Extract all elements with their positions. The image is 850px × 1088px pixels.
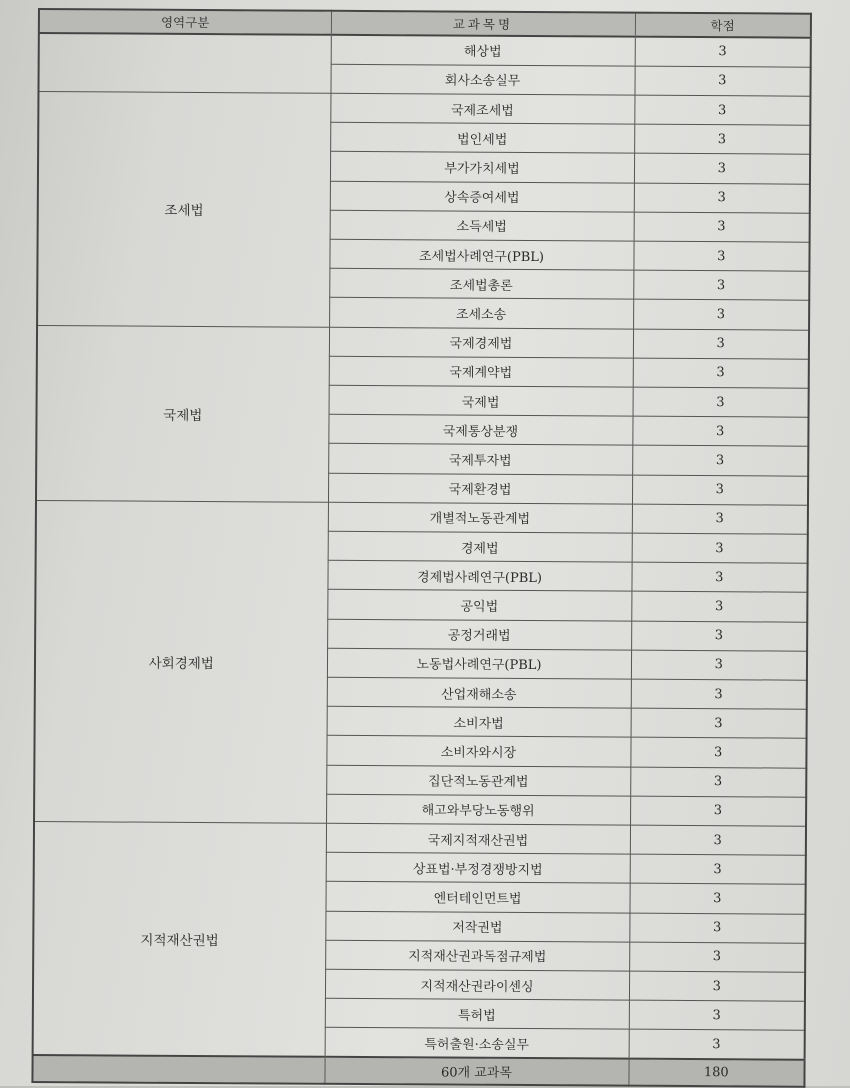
course-name-cell: 조세법사례연구(PBL) [329,239,633,270]
credit-cell: 3 [634,124,810,154]
credit-cell: 3 [634,153,810,183]
course-name-cell: 회사소송실무 [330,64,634,95]
course-name-cell: 소비자법 [327,706,631,737]
course-name-cell: 집단적노동관계법 [326,765,630,796]
credit-cell: 3 [629,884,805,914]
credit-cell: 3 [632,533,808,563]
course-name-cell: 경제법사례연구(PBL) [327,560,631,591]
credit-cell: 3 [633,299,809,329]
course-name-cell: 부가가치세법 [330,152,634,183]
area-cell: 사회경제법 [34,500,328,823]
course-name-cell: 소득세법 [330,210,634,241]
table-row [34,821,806,855]
header-area: 영역구분 [39,9,331,35]
area-cell [38,33,330,93]
course-name-cell: 국제투자법 [328,444,632,475]
credit-cell: 3 [629,1030,805,1060]
course-name-cell: 법인세법 [330,122,634,153]
credit-cell: 3 [630,854,806,884]
table-row [38,91,810,125]
credit-cell: 3 [631,562,807,592]
course-name-cell: 국제계약법 [329,356,633,387]
credit-cell: 3 [633,241,809,271]
credit-cell: 3 [629,913,805,943]
course-name-cell: 지적재산권과독점규제법 [325,940,629,971]
credit-cell: 3 [629,1000,805,1030]
credit-cell: 3 [633,387,809,417]
course-name-cell: 지적재산권라이센싱 [325,969,629,1000]
course-name-cell: 국제법 [329,385,633,416]
table-row [39,33,811,67]
credit-cell: 3 [635,37,811,67]
credit-cell: 3 [630,825,806,855]
course-table [31,8,812,1088]
course-name-cell: 소비자와시장 [326,736,630,767]
area-cell: 지적재산권법 [33,821,326,1056]
course-name-cell: 상속증여세법 [330,181,634,212]
credit-cell: 3 [634,212,810,242]
total-area-cell [32,1055,324,1084]
credit-cell: 3 [631,621,807,651]
course-name-cell: 국제환경법 [328,473,632,504]
table-body [32,33,810,1087]
credit-cell: 3 [632,416,808,446]
total-credit: 180 [628,1059,804,1087]
credit-cell: 3 [630,738,806,768]
course-name-cell: 엔터테인먼트법 [325,882,629,913]
credit-cell: 3 [632,504,808,534]
course-name-cell: 저작권법 [325,911,629,942]
course-name-cell: 국제통상분쟁 [328,414,632,445]
credit-cell: 3 [631,591,807,621]
total-row [32,1055,804,1087]
course-name-cell: 산업재해소송 [327,677,631,708]
course-name-cell: 공정거래법 [327,619,631,650]
credit-cell: 3 [632,475,808,505]
credit-cell: 3 [633,270,809,300]
course-name-cell: 조세소송 [329,298,633,329]
table-row [37,325,809,359]
course-name-cell: 상표법·부정경쟁방지법 [326,852,630,883]
credit-cell: 3 [631,650,807,680]
table-row [36,500,808,534]
credit-cell: 3 [631,679,807,709]
credit-cell: 3 [630,767,806,797]
credit-cell: 3 [632,445,808,475]
course-name-cell: 해고와부당노동행위 [326,794,630,825]
course-name-cell: 개별적노동관계법 [328,502,632,533]
credit-cell: 3 [631,708,807,738]
credit-cell: 3 [633,329,809,359]
course-name-cell: 경제법 [328,531,632,562]
credit-cell: 3 [634,66,810,96]
course-name-cell: 국제경제법 [329,327,633,358]
total-course-count: 60개 교과목 [324,1057,628,1086]
credit-cell: 3 [634,95,810,125]
course-table-wrapper [31,8,810,1088]
course-name-cell: 국제지적재산권법 [326,823,630,854]
course-name-cell: 특허출원·소송실무 [325,1028,629,1059]
course-name-cell: 조세법총론 [329,268,633,299]
credit-cell: 3 [634,183,810,213]
course-name-cell: 특허법 [325,998,629,1029]
credit-cell: 3 [629,971,805,1001]
course-name-cell: 공익법 [327,590,631,621]
credit-cell: 3 [630,796,806,826]
header-credit: 학점 [635,13,811,38]
area-cell: 조세법 [37,91,330,326]
course-name-cell: 해상법 [331,35,635,66]
header-course-name: 교과목명 [331,11,635,37]
credit-cell: 3 [629,942,805,972]
credit-cell: 3 [633,358,809,388]
course-name-cell: 국제조세법 [330,93,634,124]
course-name-cell: 노동법사례연구(PBL) [327,648,631,679]
area-cell: 국제법 [36,325,329,502]
